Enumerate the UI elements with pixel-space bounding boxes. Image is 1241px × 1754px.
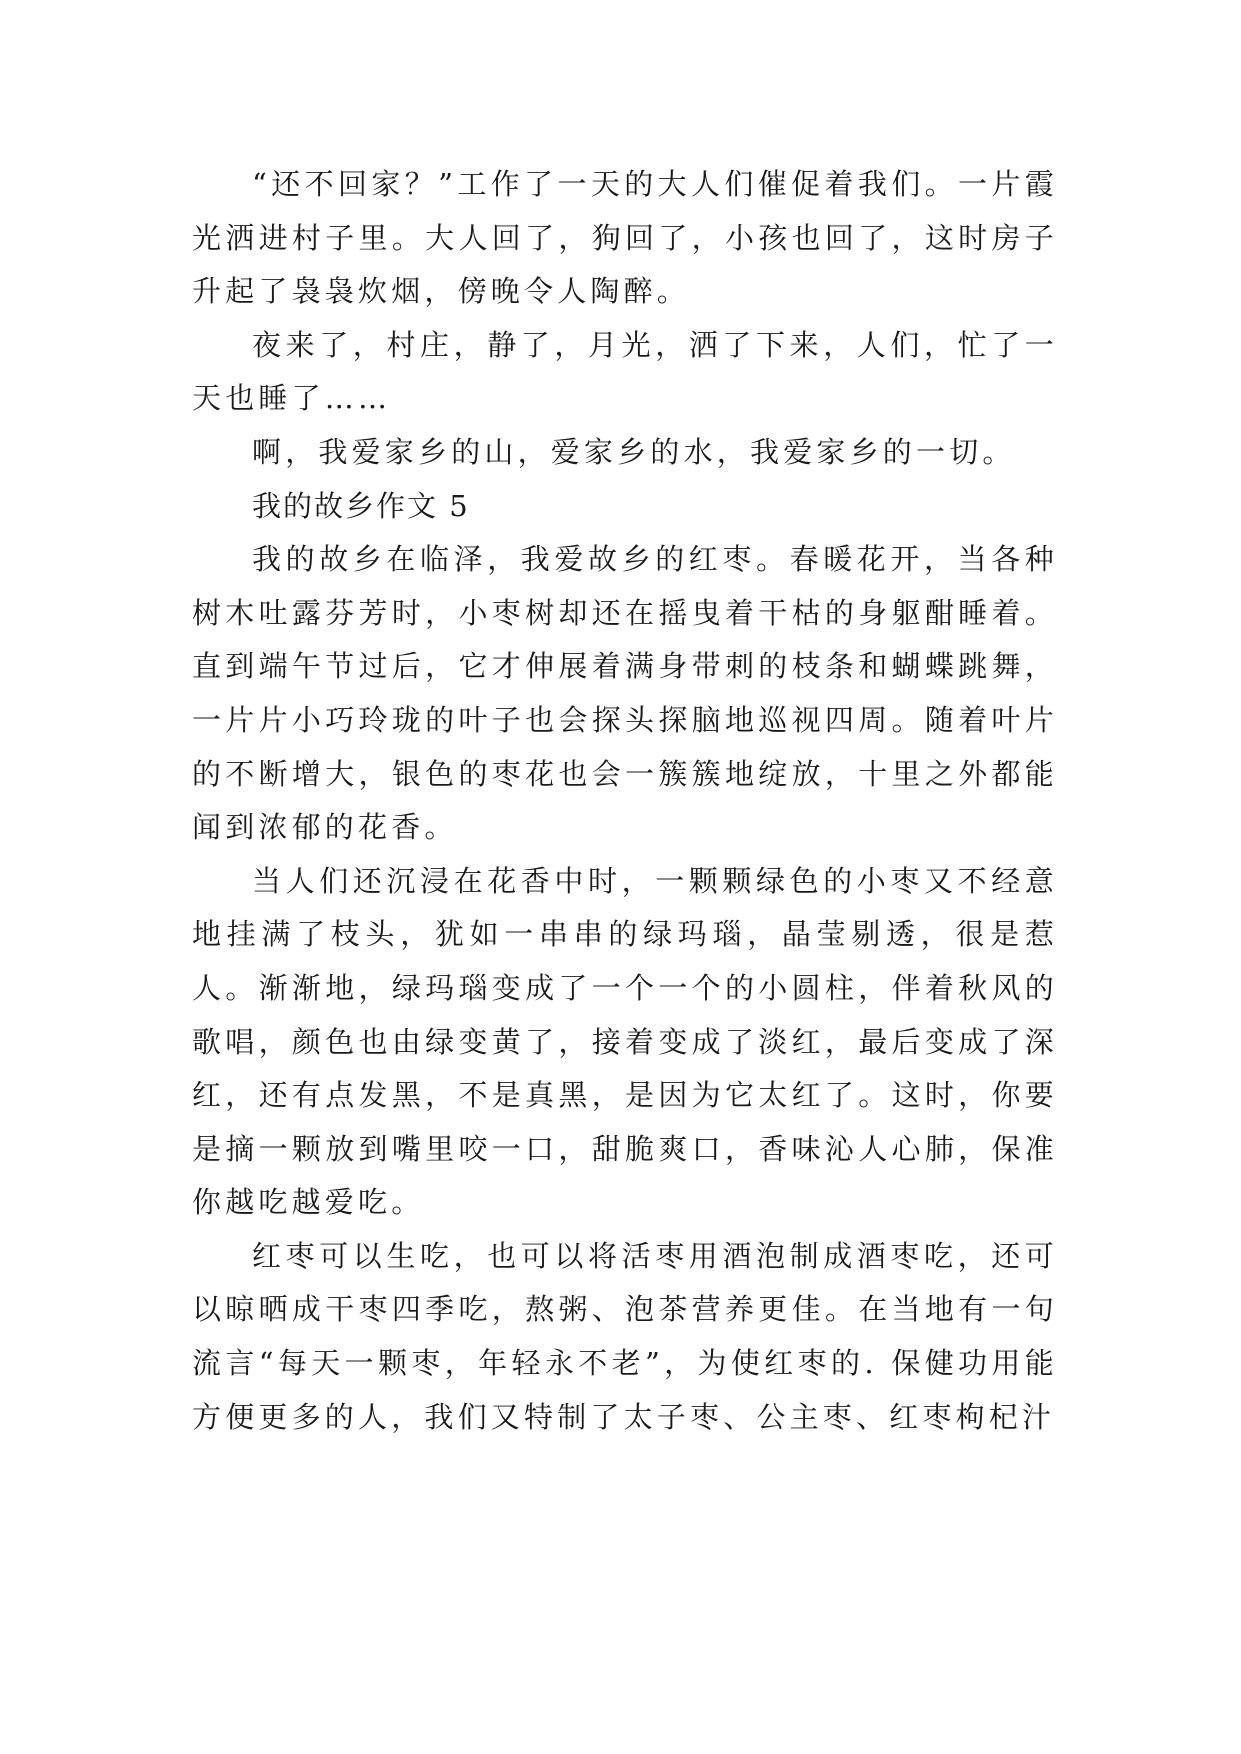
paragraph-evening: “还不回家？”工作了一天的大人们催促着我们。一片霞光洒进村子里。大人回了，狗回了，小孩也回了，这时房子升起了袅袅炊烟，傍晚令人陶醉。 (192, 167, 1058, 309)
paragraph-love-hometown: 啊，我爱家乡的山，爱家乡的水，我爱家乡的一切。 (252, 434, 1016, 469)
essay-heading: 我的故乡作文 5 (252, 488, 470, 523)
document-body (192, 158, 1058, 1444)
paragraph-red-dates-uses: 红枣可以生吃，也可以将活枣用酒泡制成酒枣吃，还可以晾晒成干枣四季吃，熬粥、泡茶营养更佳。在当地有一句流言“每天一颗枣，年轻永不老”，为使红枣的. 保健功用能方便更多的人，我们又特制了太子枣、公主枣、红枣枸杞汁 (192, 1238, 1058, 1434)
paragraph-red-dates-intro: 我的故乡在临泽，我爱故乡的红枣。春暖花开，当各种树木吐露芬芳时，小枣树却还在摇曳着干枯的身躯酣睡着。直到端午节过后，它才伸展着满身带刺的枝条和蝴蝶跳舞，一片片小巧玲珑的叶子也会探头探脑地巡视四周。随着叶片的不断增大，银色的枣花也会一簇簇地绽放，十里之外都能闻到浓郁的花香。 (192, 542, 1058, 845)
paragraph-red-dates-ripening: 当人们还沉浸在花香中时，一颗颗绿色的小枣又不经意地挂满了枝头，犹如一串串的绿玛瑙，晶莹剔透，很是惹人。渐渐地，绿玛瑙变成了一个一个的小圆柱，伴着秋风的歌唱，颜色也由绿变黄了，接着变成了淡红，最后变成了深红，还有点发黑，不是真黑，是因为它太红了。这时，你要是摘一颗放到嘴里咬一口，甜脆爽口，香味沁人心肺，保准你越吃越爱吃。 (192, 863, 1058, 1220)
paragraph-night: 夜来了，村庄，静了，月光，洒了下来，人们，忙了一天也睡了…… (192, 327, 1058, 416)
